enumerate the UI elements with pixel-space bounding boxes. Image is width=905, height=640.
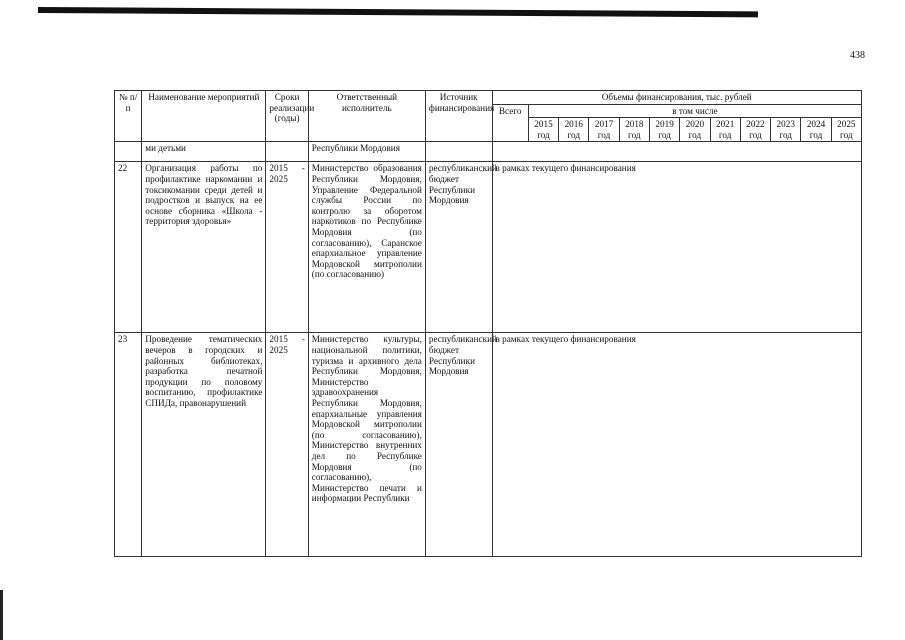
row-name: ми детьми <box>142 142 266 162</box>
scan-top-shadow <box>38 7 758 17</box>
header-year: 2024 год <box>801 118 831 142</box>
header-year: 2021 год <box>710 118 740 142</box>
scan-left-edge <box>0 590 3 640</box>
row-num: 23 <box>115 333 142 557</box>
header-year: 2017 год <box>589 118 619 142</box>
header-year: 2019 год <box>649 118 679 142</box>
header-source: Источник финансирования <box>425 91 492 142</box>
header-terms: Сроки реализации (годы) <box>266 91 308 142</box>
header-year: 2023 год <box>771 118 801 142</box>
row-source: республиканский бюджет Республики Мордовия <box>425 162 492 333</box>
row-funding: в рамках текущего финансирования <box>492 333 862 557</box>
row-name: Проведение тематических вечеров в городских и районных библиотеках, разработка печатной продукции по половому воспитанию, профилактике СПИДа, правонарушений <box>142 333 266 557</box>
row-executor: Республики Мордовия <box>308 142 425 162</box>
header-total: Всего <box>492 104 528 142</box>
table-row <box>115 333 862 557</box>
row-executor: Министерство образования Республики Мордовия, Управление Федеральной службы России по контролю за оборотом наркотиков по Республике Мордовия (по согласованию), Саранское епархиальное управление Мордовской митрополии (по согласованию) <box>308 162 425 333</box>
table-row <box>115 142 862 162</box>
header-funding: Объемы финансирования, тыс. рублей <box>492 91 862 105</box>
header-year: 2015 год <box>528 118 558 142</box>
table-row <box>115 162 862 333</box>
row-terms: 2015 - 2025 <box>266 162 308 333</box>
header-including: в том числе <box>528 104 861 118</box>
header-num: № п/п <box>115 91 142 142</box>
header-year: 2025 год <box>831 118 861 142</box>
header-year: 2022 год <box>740 118 770 142</box>
row-funding: в рамках текущего финансирования <box>492 162 862 333</box>
row-source: республиканский бюджет Республики Мордовия <box>425 333 492 557</box>
row-terms: 2015 - 2025 <box>266 333 308 557</box>
header-year: 2016 год <box>559 118 589 142</box>
funding-table <box>114 90 862 557</box>
header-year: 2018 год <box>619 118 649 142</box>
page-number: 438 <box>850 50 865 61</box>
row-executor: Министерство культуры, национальной политики, туризма и архивного дела Республики Мордовия, Министерство здравоохранения Республики Мордовия, епархиальные управления Мордовской митрополии (по согласованию), Министерство внутренних дел по Республике Мордовия (по согласованию), Министерство печати и информации Республики <box>308 333 425 557</box>
row-num: 22 <box>115 162 142 333</box>
header-executor: Ответственный исполнитель <box>308 91 425 142</box>
header-name: Наименование мероприятий <box>142 91 266 142</box>
header-year: 2020 год <box>680 118 710 142</box>
row-name: Организация работы по профилактике наркомании и токсикомании среди детей и подростков и выпуск на ее основе сборника «Школа - территория здоровья» <box>142 162 266 333</box>
